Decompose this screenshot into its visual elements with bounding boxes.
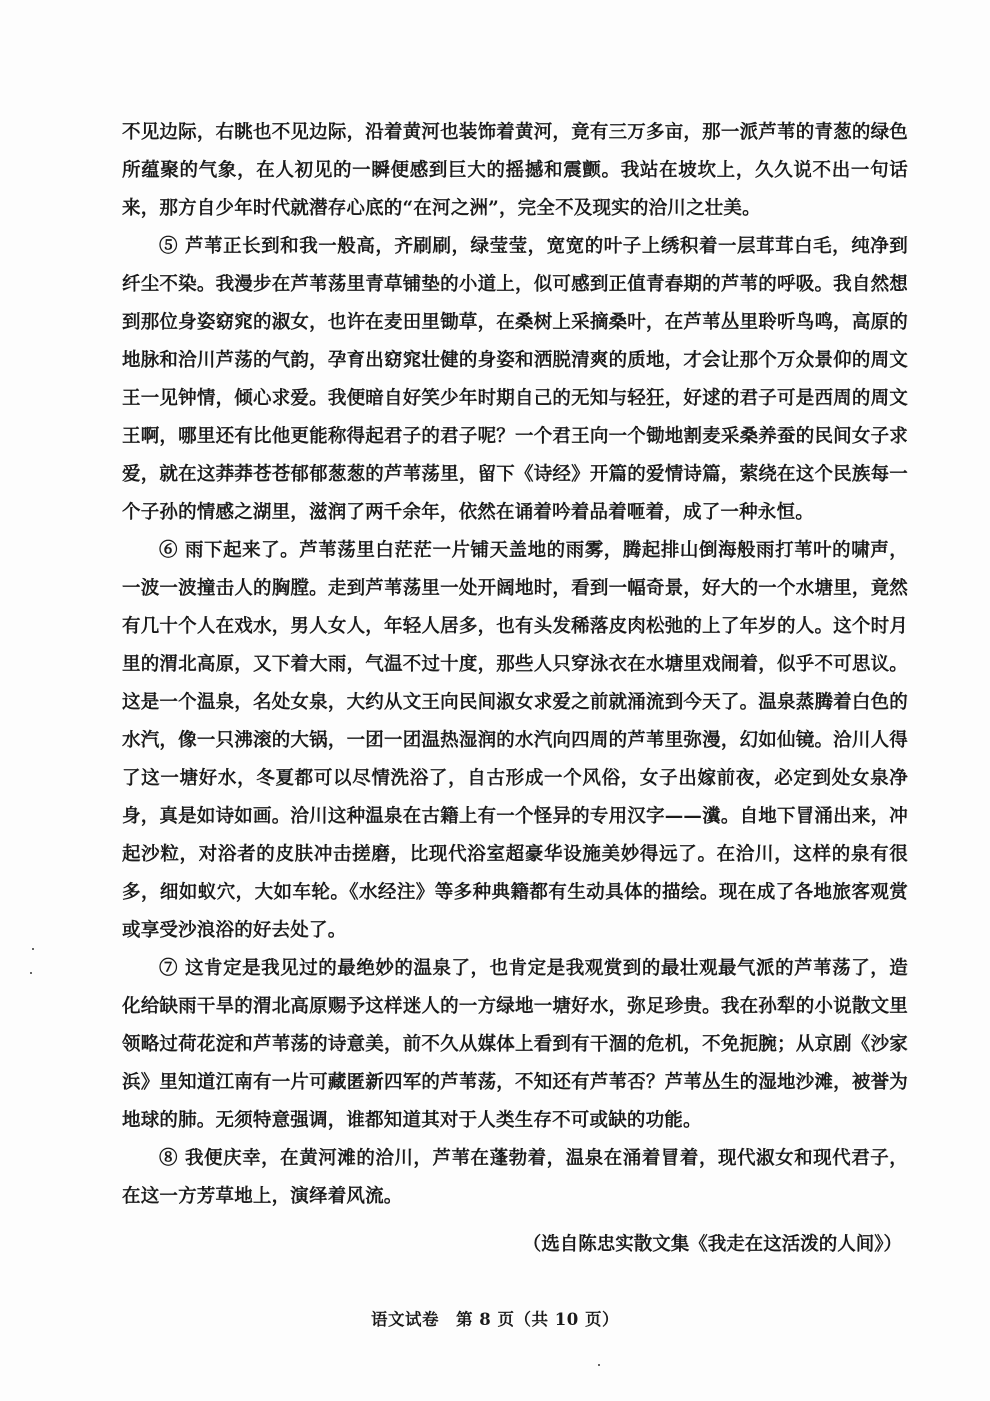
paragraph-6: ⑥ 雨下起来了。芦苇荡里白茫茫一片铺天盖地的雨雾，腾起排山倒海般雨打苇叶的啸声，一波一波撞击人的胸膛。走到芦苇荡里一处开阔地时，看到一幅奇景，好大的一个水塘里，竟然有几十个人在戏水，男人女人，年轻人居多，也有头发稀落皮肉松弛的上了年岁的人。这个时月里的渭北高原，又下着大雨，气温不过十度，那些人只穿泳衣在水塘里戏闹着，似乎不可思议。这是一个温泉，名处女泉，大约从文王向民间淑女求爱之前就涌流到今天了。温泉蒸腾着白色的水汽，像一只沸滚的大锅，一团一团温热湿润的水汽向四周的芦苇里弥漫，幻如仙镜。洽川人得了这一塘好水，冬夏都可以尽情洗浴了，自古形成一个风俗，女子出嫁前夜，必定到处女泉净身，真是如诗如画。洽川这种温泉在古籍上有一个怪异的专用汉字——瀵。自地下冒涌出来，冲起沙粒，对浴者的皮肤冲击搓磨，比现代浴室超豪华设施美妙得远了。在洽川，这样的泉有很多，细如蚁穴，大如车轮。《水经注》等多种典籍都有生动具体的描绘。现在成了各地旅客观赏或享受沙浪浴的好去处了。 xyxy=(122,540,908,941)
paragraph-5: ⑤ 芦苇正长到和我一般高，齐刷刷，绿莹莹，宽宽的叶子上绣积着一层茸茸白毛，纯净到纤尘不染。我漫步在芦苇荡里青草铺垫的小道上，似可感到正值青春期的芦苇的呼吸。我自然想到那位身姿窈窕的淑女，也许在麦田里锄草，在桑树上采摘桑叶，在芦苇丛里聆听鸟鸣，高原的地脉和洽川芦荡的气韵，孕育出窈窕壮健的身姿和洒脱清爽的质地，才会让那个万众景仰的周文王一见钟情，倾心求爱。我便暗自好笑少年时期自己的无知与轻狂，好逑的君子可是西周的周文王啊，哪里还有比他更能称得起君子的君子呢？一个君王向一个锄地割麦采桑养蚕的民间女子求爱，就在这莽莽苍苍郁郁葱葱的芦苇荡里，留下《诗经》开篇的爱情诗篇，萦绕在这个民族每一个子孙的情感之湖里，滋润了两千余年，依然在诵着吟着品着咂着，成了一种永恒。 xyxy=(122,236,908,523)
paragraph-8: ⑧ 我便庆幸，在黄河滩的洽川，芦苇在蓬勃着，温泉在涌着冒着，现代淑女和现代君子，在这一方芳草地上，演绎着风流。 xyxy=(122,1148,908,1207)
paragraph-7: ⑦ 这肯定是我见过的最绝妙的温泉了，也肯定是我观赏到的最壮观最气派的芦苇荡了，造化给缺雨干旱的渭北高原赐予这样迷人的一方绿地一塘好水，弥足珍贵。我在孙犁的小说散文里领略过荷花淀和芦苇荡的诗意美，前不久从媒体上看到有干涸的危机，不免扼腕；从京剧《沙家浜》里知道江南有一片可藏匿新四军的芦苇荡，不知还有芦苇否？芦苇丛生的湿地沙滩，被誉为地球的肺。无须特意强调，谁都知道其对于人类生存不可或缺的功能。 xyxy=(122,958,908,1131)
scan-speck xyxy=(598,1364,600,1366)
page-footer: 语文试卷 第 8 页（共 10 页） xyxy=(371,1310,619,1329)
scan-speck xyxy=(32,948,34,950)
essay-body xyxy=(122,114,908,1216)
scan-speck xyxy=(30,972,32,974)
source-citation: （选自陈忠实散文集《我走在这活泼的人间》） xyxy=(522,1234,902,1255)
paragraph-continued: 不见边际，右眺也不见边际，沿着黄河也装饰着黄河，竟有三万多亩，那一派芦苇的青葱的绿色所蕴聚的气象，在人初见的一瞬便感到巨大的摇撼和震颤。我站在坡坎上，久久说不出一句话来，那方自少年时代就潜存心底的“在河之洲”，完全不及现实的洽川之壮美。 xyxy=(122,122,908,219)
